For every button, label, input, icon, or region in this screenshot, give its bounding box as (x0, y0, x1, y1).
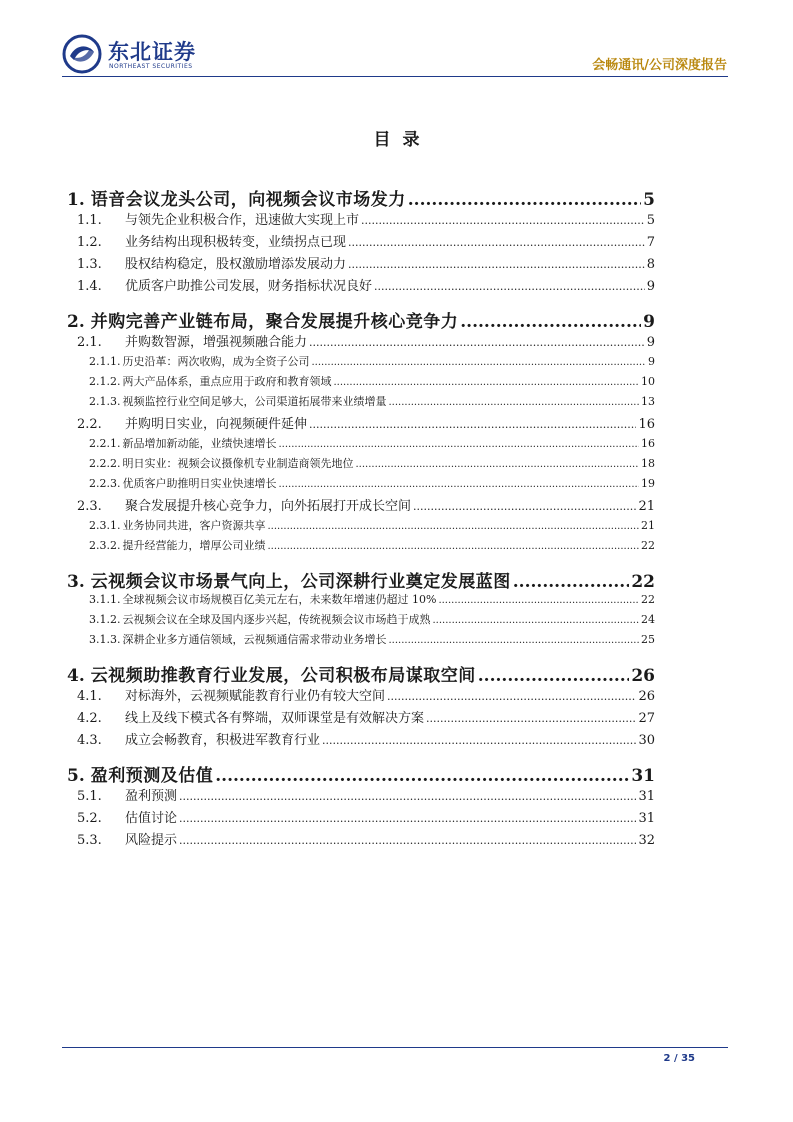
toc-entry-number: 4. (67, 666, 85, 686)
toc-entry-page: 18 (641, 457, 655, 470)
toc-entry[interactable] (67, 611, 655, 631)
toc-dot-leader (179, 834, 636, 847)
toc-entry-title: 云视频会议在全球及国内逐步兴起，传统视频会议市场趋于成熟 (122, 613, 431, 626)
toc-entry-page: 9 (646, 279, 655, 294)
toc-entry-number: 4.2. (77, 711, 102, 726)
toc-entry-number: 2.3. (77, 499, 102, 514)
toc-entry-page: 9 (646, 335, 655, 350)
logo-text-cn: 东北证券 (108, 40, 196, 64)
toc-entry-number: 1.2. (77, 235, 102, 250)
toc-entry-title: 并购完善产业链布局，聚合发展提升核心竞争力 (90, 312, 459, 332)
toc-entry[interactable] (67, 275, 655, 297)
toc-entry-title: 盈利预测及估值 (90, 766, 214, 786)
toc-entry-number: 1.3. (77, 257, 102, 272)
toc-entry-number: 2.2. (77, 417, 102, 432)
toc-dot-leader (361, 214, 645, 227)
toc-entry-number: 2.2.3. (89, 477, 121, 490)
toc-entry-title: 估值讨论 (125, 811, 178, 826)
toc-entry[interactable] (67, 591, 655, 611)
toc-entry[interactable] (67, 185, 655, 210)
page-header (0, 0, 793, 80)
toc-entry-number: 1.1. (77, 213, 102, 228)
toc-entry[interactable] (67, 537, 655, 557)
toc-entry-page: 21 (641, 519, 655, 532)
toc-entry-number: 2.3.2. (89, 539, 121, 552)
toc-entry-title: 并购数智源，增强视频融合能力 (125, 335, 308, 350)
toc-dot-leader (348, 236, 645, 249)
toc-entry-title: 股权结构稳定，股权激励增添发展动力 (125, 257, 347, 272)
header-divider (62, 76, 728, 77)
toc-entry-page: 26 (638, 689, 655, 704)
toc-entry-page: 16 (641, 437, 655, 450)
toc-entry-title: 优质客户助推公司发展，财务指标状况良好 (125, 279, 373, 294)
toc-entry-page: 27 (638, 711, 655, 726)
toc-entry-title: 提升经营能力，增厚公司业绩 (122, 539, 266, 552)
toc-entry-title: 与领先企业积极合作，迅速做大实现上市 (125, 213, 360, 228)
toc-entry-page: 22 (641, 539, 655, 552)
toc-entry[interactable] (67, 785, 655, 807)
toc-dot-leader (279, 439, 640, 450)
toc-entry[interactable] (67, 435, 655, 455)
toc-entry[interactable] (67, 209, 655, 231)
toc-entry-page: 25 (641, 633, 655, 646)
toc-entry-number: 4.3. (77, 733, 102, 748)
toc-entry-number: 3.1.1. (89, 593, 121, 606)
toc-entry-number: 3. (67, 572, 85, 592)
toc-entry-title: 明日实业：视频会议摄像机专业制造商领先地位 (122, 457, 354, 470)
toc-entry-title: 历史沿革：两次收购，成为全资子公司 (122, 355, 310, 368)
toc-entry-title: 新品增加新动能，业绩快速增长 (122, 437, 277, 450)
toc-entry-number: 2.2.2. (89, 457, 121, 470)
toc-entry-page: 26 (631, 666, 655, 686)
toc-entry-title: 业务协同共进，客户资源共享 (122, 519, 266, 532)
toc-entry-heading (67, 761, 213, 786)
toc-entry-page: 5 (643, 190, 655, 210)
toc-entry-title: 业务结构出现积极转变，业绩拐点已现 (125, 235, 347, 250)
footer-divider (62, 1047, 728, 1048)
toc-entry-number: 1.4. (77, 279, 102, 294)
toc-entry[interactable] (67, 475, 655, 495)
toc-entry-heading (67, 185, 406, 210)
toc-dot-leader (309, 418, 636, 431)
toc-entry-page: 8 (646, 257, 655, 272)
logo-text-en: NORTHEAST SECURITIES (109, 63, 193, 70)
toc-dot-leader (438, 595, 639, 606)
toc-entry-page: 32 (638, 833, 655, 848)
toc-entry-title: 对标海外，云视频赋能教育行业仍有较大空间 (125, 689, 386, 704)
toc-entry[interactable] (67, 331, 655, 353)
toc-entry[interactable] (67, 661, 655, 686)
toc-entry-heading (67, 307, 458, 332)
toc-entry-number: 4.1. (77, 689, 102, 704)
toc-entry-title: 云视频会议市场景气向上，公司深耕行业奠定发展蓝图 (90, 572, 511, 592)
toc-entry-page: 10 (641, 375, 655, 388)
toc-dot-leader (374, 280, 645, 293)
toc-entry[interactable] (67, 729, 655, 751)
toc-entry-page: 24 (641, 613, 655, 626)
toc-entry-title: 深耕企业多方通信领域，云视频通信需求带动业务增长 (122, 633, 387, 646)
toc-entry-number: 5.3. (77, 833, 102, 848)
toc-entry-number: 2.1. (77, 335, 102, 350)
toc-entry-number: 5.2. (77, 811, 102, 826)
page-number: 2 / 35 (663, 1053, 695, 1064)
toc-entry[interactable] (67, 829, 655, 851)
toc-entry[interactable] (67, 761, 655, 786)
toc-entry[interactable] (67, 373, 655, 393)
toc-entry-page: 21 (638, 499, 655, 514)
toc-entry-number: 1. (67, 190, 85, 210)
toc-dot-leader (460, 312, 641, 332)
toc-entry-page: 7 (646, 235, 655, 250)
toc-dot-leader (309, 336, 645, 349)
toc-entry[interactable] (67, 685, 655, 707)
toc-entry[interactable] (67, 253, 655, 275)
toc-entry-page: 30 (638, 733, 655, 748)
toc-entry[interactable] (67, 807, 655, 829)
toc-entry-number: 2.3.1. (89, 519, 121, 532)
toc-entry-number: 5. (67, 766, 85, 786)
toc-title: 目录 (373, 130, 432, 150)
toc-entry[interactable] (67, 517, 655, 537)
toc-entry-page: 31 (638, 811, 655, 826)
toc-entry-page: 9 (648, 355, 655, 368)
northeast-securities-logo-icon (62, 34, 102, 74)
toc-entry-page: 19 (641, 477, 655, 490)
toc-entry-number: 2.1.2. (89, 375, 121, 388)
toc-entry-heading (67, 567, 511, 592)
toc-entry-page: 9 (643, 312, 655, 332)
toc-entry-number: 2. (67, 312, 85, 332)
toc-dot-leader (348, 258, 645, 271)
toc-dot-leader (179, 812, 636, 825)
toc-dot-leader (408, 190, 641, 210)
toc-dot-leader (389, 635, 640, 646)
toc-entry-page: 31 (631, 766, 655, 786)
toc-entry-title: 风险提示 (125, 833, 178, 848)
report-type-label: 会畅通讯/公司深度报告 (592, 58, 727, 73)
toc-entry[interactable] (67, 307, 655, 332)
toc-entry[interactable] (67, 353, 655, 373)
toc-entry-number: 2.1.1. (89, 355, 121, 368)
toc-entry-heading (67, 661, 476, 686)
toc-entry[interactable] (67, 631, 655, 651)
toc-entry-title: 视频监控行业空间足够大，公司渠道拓展带来业绩增量 (122, 395, 387, 408)
toc-entry-page: 5 (646, 213, 655, 228)
toc-entry[interactable] (67, 495, 655, 517)
toc-entry-number: 3.1.2. (89, 613, 121, 626)
toc-entry-title: 并购明日实业，向视频硬件延伸 (125, 417, 308, 432)
table-of-contents (67, 185, 655, 851)
toc-dot-leader (433, 615, 640, 626)
toc-dot-leader (513, 572, 630, 592)
toc-dot-leader (279, 479, 640, 490)
toc-dot-leader (179, 790, 636, 803)
toc-entry-page: 16 (638, 417, 655, 432)
toc-dot-leader (413, 500, 636, 513)
toc-entry[interactable] (67, 707, 655, 729)
toc-entry-title: 盈利预测 (125, 789, 178, 804)
toc-entry[interactable] (67, 393, 655, 413)
toc-entry[interactable] (67, 567, 655, 592)
toc-entry-page: 31 (638, 789, 655, 804)
toc-dot-leader (426, 712, 636, 725)
toc-entry-number: 2.1.3. (89, 395, 121, 408)
toc-entry-title: 云视频助推教育行业发展，公司积极布局谋取空间 (90, 666, 476, 686)
toc-dot-leader (389, 397, 640, 408)
toc-entry-number: 2.2.1. (89, 437, 121, 450)
toc-entry-number: 3.1.3. (89, 633, 121, 646)
toc-dot-leader (268, 521, 640, 532)
toc-dot-leader (356, 459, 640, 470)
toc-dot-leader (215, 766, 629, 786)
toc-entry[interactable] (67, 231, 655, 253)
toc-dot-leader (334, 377, 640, 388)
toc-dot-leader (268, 541, 640, 552)
toc-dot-leader (312, 357, 647, 368)
toc-entry-number: 5.1. (77, 789, 102, 804)
toc-entry-title: 两大产品体系，重点应用于政府和教育领域 (122, 375, 332, 388)
toc-dot-leader (387, 690, 636, 703)
toc-entry-title: 聚合发展提升核心竞争力，向外拓展打开成长空间 (125, 499, 412, 514)
toc-entry-page: 22 (641, 593, 655, 606)
toc-entry[interactable] (67, 455, 655, 475)
toc-entry-title: 全球视频会议市场规模百亿美元左右，未来数年增速仍超过 10% (122, 593, 437, 606)
toc-entry-title: 语音会议龙头公司，向视频会议市场发力 (90, 190, 406, 210)
toc-entry-title: 优质客户助推明日实业快速增长 (122, 477, 277, 490)
toc-dot-leader (322, 734, 636, 747)
toc-entry[interactable] (67, 413, 655, 435)
toc-entry-title: 线上及线下模式各有弊端，双师课堂是有效解决方案 (125, 711, 425, 726)
toc-entry-title: 成立会畅教育，积极进军教育行业 (125, 733, 321, 748)
toc-entry-page: 13 (641, 395, 655, 408)
toc-dot-leader (478, 666, 630, 686)
toc-entry-page: 22 (631, 572, 655, 592)
